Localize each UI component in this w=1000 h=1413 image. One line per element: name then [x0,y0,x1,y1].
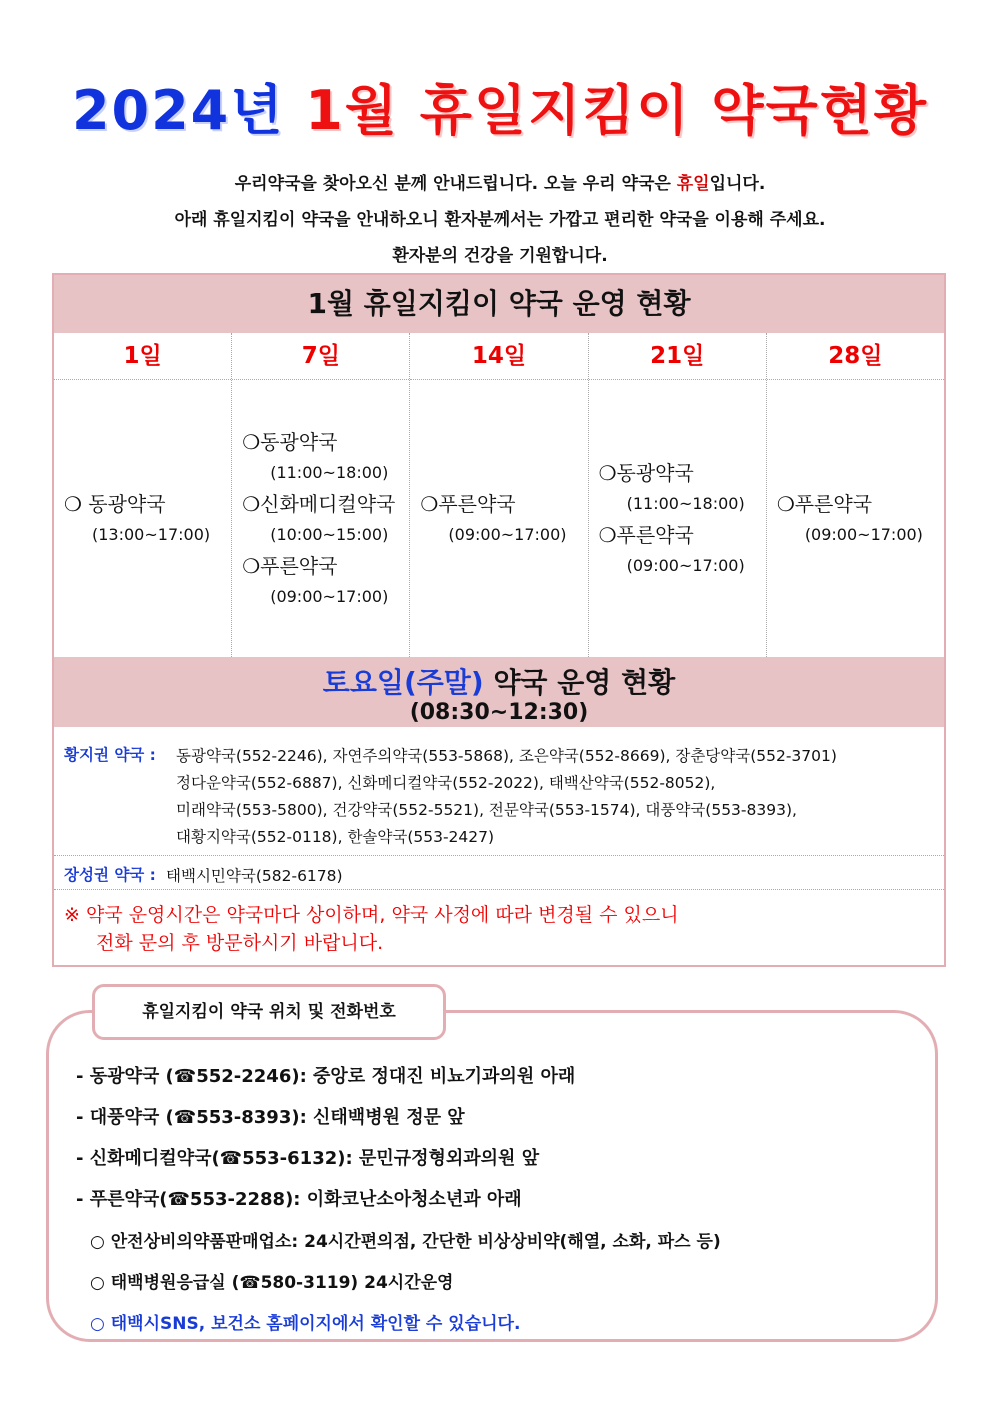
day-column [767,333,944,657]
sub-item: ○ 태백병원응급실 (☎580-3119) 24시간운영 [90,1273,454,1293]
pharmacy-name: ❍ 동광약국 [64,491,166,516]
notice-line-2: 전화 문의 후 방문하시기 바랍니다. [96,932,384,954]
location-item: - 신화메디컬약국(☎553-6132): 문민규정형외과의원 앞 [76,1148,540,1169]
pharmacy-hours: (10:00~15:00) [270,524,389,544]
day-column [410,333,588,657]
day-label: 7일 [232,333,409,380]
hwangji-line: 정다운약국(552-6887), 신화메디컬약국(552-2022), 태백산약국(552-8052), [176,774,716,792]
hwangji-label: 황지권 약국 : [64,746,156,764]
schedule-header: 1월 휴일지킴이 약국 운영 현황 [54,275,944,333]
title-year: 2024년 [71,79,285,142]
sub-item-highlight: ○ 태백시SNS, 보건소 홈페이지에서 확인할 수 있습니다. [90,1314,521,1334]
hwangji-line: 미래약국(553-5800), 건강약국(552-5521), 전문약국(553-1574), 대풍약국(553-8393), [176,801,797,819]
pharmacy-hours: (09:00~17:00) [626,555,745,575]
pharmacy-name: ❍신화메디컬약국 [242,491,396,516]
intro-highlight: 휴일 [676,174,710,194]
saturday-header [54,657,944,727]
day-label: 1일 [54,333,231,380]
schedule-panel [52,273,946,967]
pharmacy-hours: (09:00~17:00) [270,586,389,606]
title-rest: 휴일지킴이 약국현황 [419,79,929,142]
day-column [589,333,767,657]
pharmacy-name: ❍푸른약국 [598,522,694,547]
intro-line-3: 환자분의 건강을 기원합니다. [392,246,608,266]
location-sub-list [90,1222,721,1345]
day-label: 28일 [767,333,944,380]
page-title [0,68,1000,145]
schedule-days [54,333,944,657]
intro-line-1: 우리약국을 찾아오신 분께 안내드립니다. 오늘 우리 약국은 휴일입니다. [234,174,766,194]
pharmacy-name: ❍푸른약국 [420,491,516,516]
hwangji-region [54,737,944,856]
day-column [54,333,232,657]
jangseong-label: 장성권 약국 : [64,866,156,884]
saturday-hours: (08:30~12:30) [409,700,589,725]
location-list [76,1056,575,1220]
pharmacy-name: ❍푸른약국 [242,553,338,578]
pharmacy-hours: (11:00~18:00) [270,462,389,482]
jangseong-region [54,857,944,890]
notice-text [64,901,679,957]
pharmacy-name: ❍동광약국 [242,429,338,454]
intro-text [0,166,1000,274]
saturday-title-rest: 약국 운영 현황 [483,666,676,699]
pharmacy-hours: (11:00~18:00) [626,493,745,513]
pharmacy-hours: (13:00~17:00) [92,524,211,544]
pharmacy-name: ❍동광약국 [598,460,694,485]
day-column [232,333,410,657]
jangseong-line: 태백시민약국(582-6178) [166,867,343,885]
day-label: 14일 [410,333,587,380]
pharmacy-name: ❍푸른약국 [776,491,873,516]
notice-line-1: ※ 약국 운영시간은 약국마다 상이하며, 약국 사정에 따라 변경될 수 있으니 [64,904,679,926]
hwangji-line: 대황지약국(552-0118), 한솔약국(553-2427) [176,828,495,846]
hwangji-line: 동광약국(552-2246), 자연주의약국(553-5868), 조은약국(552-8669), 장춘당약국(552-3701) [176,747,837,765]
location-item: - 대풍약국 (☎553-8393): 신태백병원 정문 앞 [76,1107,465,1128]
location-tab: 휴일지킴이 약국 위치 및 전화번호 [92,984,446,1040]
pharmacy-hours: (09:00~17:00) [804,524,923,544]
title-month: 1월 [305,79,399,142]
sub-item: ○ 안전상비의약품판매업소: 24시간편의점, 간단한 비상상비약(해열, 소화, 파스 등) [90,1232,721,1252]
day-label: 21일 [589,333,766,380]
pharmacy-hours: (09:00~17:00) [448,524,567,544]
location-item: - 동광약국 (☎552-2246): 중앙로 정대진 비뇨기과의원 아래 [76,1066,576,1087]
intro-line-2: 아래 휴일지킴이 약국을 안내하오니 환자분께서는 가깝고 편리한 약국을 이용해 주세요. [174,210,826,230]
location-item: - 푸른약국(☎553-2288): 이화코난소아청소년과 아래 [76,1189,522,1210]
saturday-title-blue: 토요일(주말) [322,666,484,699]
